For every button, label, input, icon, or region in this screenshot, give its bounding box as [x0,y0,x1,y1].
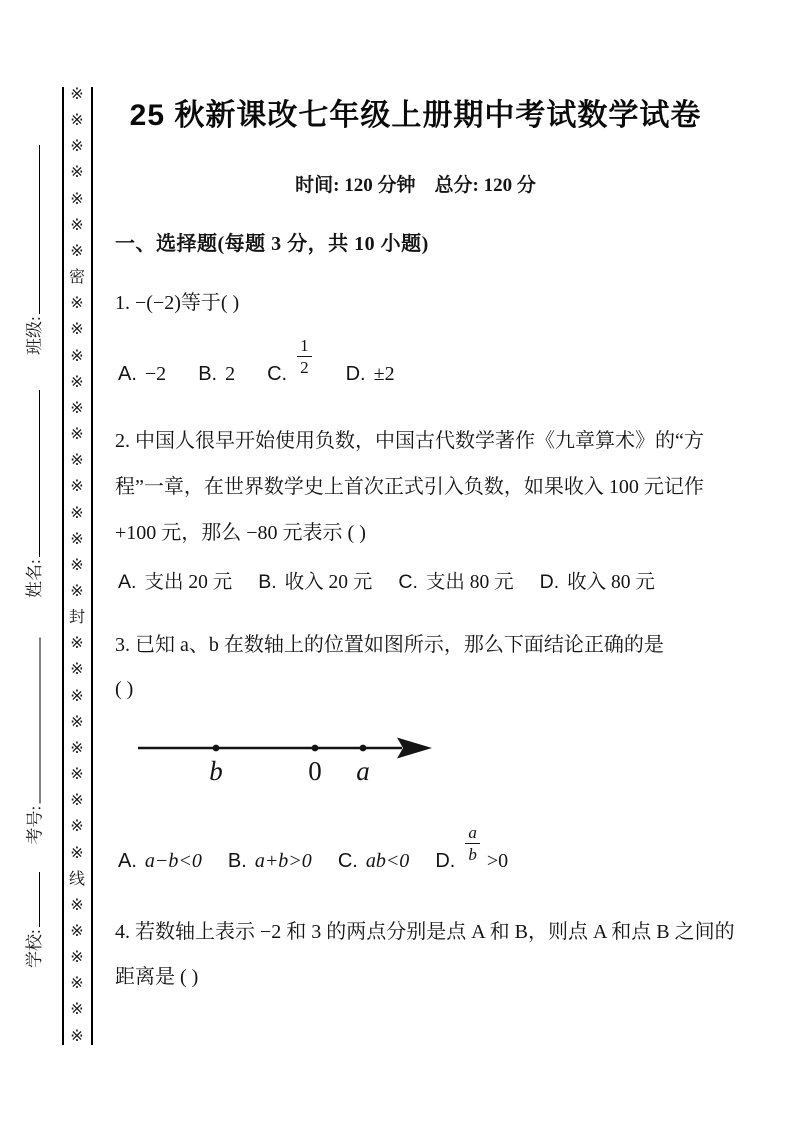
seal-mark: ※ [70,975,84,993]
seal-mark: ※ [70,86,84,103]
seal-mark: ※ [70,923,84,940]
seal-mark: ※ [70,661,84,679]
seal-mark: ※ [70,504,84,522]
seal-mark: ※ [70,216,84,234]
point-0-label: 0 [308,756,322,786]
seal-mark: ※ [70,1027,84,1045]
name-field-label: 姓名: [25,559,44,598]
seal-char: 线 [68,870,85,888]
seal-mark: ※ [70,347,84,365]
seal-mark: ※ [70,321,84,339]
point-a-label: a [356,756,370,786]
point-0-dot [312,745,319,752]
option-d: D. $\frac{a}{b}$ >0 [435,823,509,873]
option-a: A. −2 [118,363,167,386]
exam-meta: 时间: 120 分钟 总分: 120 分 [295,175,536,196]
section-heading: 一、选择题(每题 3 分，共 10 小题) [115,233,429,255]
fraction-one-half: $\frac{1}{2}$ [297,336,312,377]
fraction-a-over-b: $\frac{a}{b}$ [465,823,480,864]
school-field-label: 学校: [25,929,44,968]
point-b-dot [213,745,220,752]
name-field-blank [25,390,40,557]
seal-mark: ※ [70,190,84,208]
exam-number-field-label: 考号: [25,805,44,845]
option-c: C. ab<0 [337,850,410,873]
question-3-answer-parens: ( ) [115,678,134,700]
seal-mark: ※ [70,1001,84,1019]
question-3-options [118,823,509,873]
option-a: A. 支出 20 元 [118,571,233,593]
question-1-options [118,336,395,386]
class-field-label: 班级: [25,316,44,355]
seal-char: 密 [68,269,85,287]
seal-mark: ※ [70,687,84,705]
class-field-blank [25,145,40,314]
option-b: B. a+b>0 [227,850,312,873]
class-field [20,145,42,355]
seal-mark: ※ [70,713,84,731]
seal-char: 封 [68,609,85,627]
seal-mark: ※ [70,582,84,600]
number-line-figure [136,728,436,790]
seal-mark: ※ [70,164,84,182]
seal-mark: ※ [70,295,84,313]
seal-mark: ※ [70,896,84,914]
seal-mark: ※ [70,138,84,156]
seal-mark: ※ [70,739,84,757]
point-a-dot [360,745,367,752]
seal-mark: ※ [70,242,84,260]
question-3-text: 3. 已知 a、b 在数轴上的位置如图所示，那么下面结论正确的是 [115,634,664,656]
exam-number-field-blank [25,638,40,804]
question-2-options [118,566,655,594]
seal-mark: ※ [70,373,84,391]
option-b: B. 2 [198,363,236,386]
seal-mark: ※ [70,112,84,130]
question-1-text: 1. −(−2)等于( ) [115,292,240,314]
school-field [20,872,42,968]
seal-mark: ※ [70,452,84,470]
option-a: A. a−b<0 [118,850,202,873]
seal-mark: ※ [70,556,84,574]
option-b: B. 收入 20 元 [258,571,373,593]
arrowhead-icon [397,738,432,759]
question-2-text: 2. 中国人很早开始使用负数，中国古代数学著作《九章算术》的“方程”一章，在世界数学史上首次正式引入负数，如果收入 100 元记作 +100 元，那么 −80 元表示 ( ) [115,430,704,544]
seal-mark: ※ [70,426,84,444]
name-field [20,390,42,598]
seal-mark: ※ [70,530,84,548]
point-b-label: b [209,756,223,786]
school-field-blank [25,872,40,927]
question-4-text: 4. 若数轴上表示 −2 和 3 的两点分别是点 A 和 B，则点 A 和点 B 之间的距离是 ( ) [115,921,735,988]
option-c: C. $\frac{1}{2}$ [267,345,314,386]
seal-mark: ※ [70,949,84,967]
seal-mark: ※ [70,766,84,784]
seal-mark: ※ [70,792,84,810]
option-d: D. 收入 80 元 [539,571,655,593]
seal-mark: ※ [70,399,84,417]
option-d: D. ±2 [345,363,395,386]
exam-number-field [20,638,42,845]
option-c: C. 支出 80 元 [398,571,514,593]
page-title: 25 秋新课改七年级上册期中考试数学试卷 [129,99,702,132]
seal-mark: ※ [70,844,84,862]
seal-line-strip [63,87,91,1045]
seal-rule-right [91,87,93,1045]
seal-mark: ※ [70,635,84,653]
seal-mark: ※ [70,818,84,836]
seal-mark: ※ [70,478,84,496]
